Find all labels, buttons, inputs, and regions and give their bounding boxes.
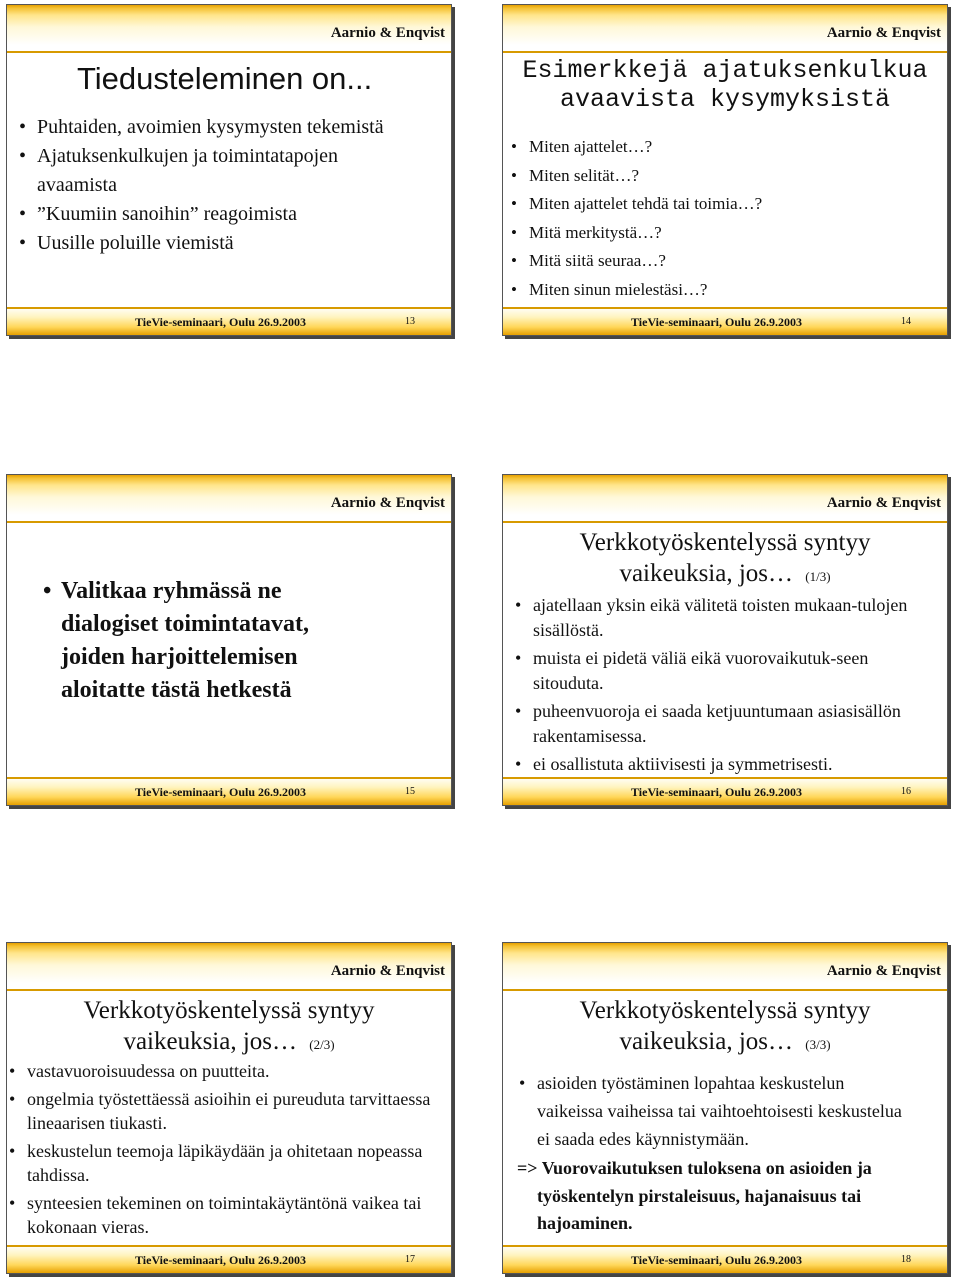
title-text: vaikeuksia, jos… — [619, 560, 794, 587]
title-line-1: Verkkotyöskentelyssä syntyy — [579, 997, 871, 1024]
list-item: • Miten sinun mielestäsi…? — [503, 276, 933, 305]
header-rule — [503, 989, 947, 991]
bullet-list — [507, 593, 927, 777]
title-line-2: avaavista kysymyksistä — [559, 84, 891, 114]
footer-rule — [7, 1245, 451, 1247]
slide-header — [7, 943, 451, 991]
list-item: • Miten ajattelet…? — [503, 133, 933, 162]
list-item: • Miten selität…? — [503, 162, 933, 191]
list-item: • muista ei pidetä väliä eikä vuorovaikutuk-seen sitouduta. — [507, 646, 933, 696]
list-item: • Valitkaa ryhmässä ne dialogiset toimintatavat, joiden harjoittelemisen aloitatte tästä hetkestä — [35, 575, 355, 707]
slide-title — [503, 57, 947, 115]
author-label: Aarnio & Enqvist — [826, 25, 941, 41]
title-part: (2/3) — [309, 1037, 335, 1052]
list-item: • Mitä siitä seuraa…? — [503, 247, 933, 276]
list-item: • vastavuoroisuudessa on puutteita. — [1, 1059, 441, 1083]
conclusion — [517, 1155, 947, 1238]
footer-seminar: TieVie-seminaari, Oulu 26.9.2003 — [135, 315, 306, 329]
slide-title — [503, 995, 947, 1060]
header-rule — [503, 521, 947, 523]
author-label: Aarnio & Enqvist — [826, 495, 941, 511]
author-label: Aarnio & Enqvist — [330, 963, 445, 979]
slide-15 — [6, 474, 452, 806]
slide-footer — [503, 1245, 947, 1273]
bullet-list — [503, 133, 933, 304]
slide-content — [503, 525, 947, 775]
conclusion-prefix: => — [517, 1158, 538, 1178]
title-part: (1/3) — [805, 569, 831, 584]
slide-17 — [6, 942, 452, 1274]
title-line-1: Esimerkkejä ajatuksenkulkua — [522, 56, 928, 85]
footer-rule — [503, 777, 947, 779]
title-line-1: Verkkotyöskentelyssä syntyy — [83, 997, 375, 1024]
slide-footer — [503, 307, 947, 335]
footer-seminar: TieVie-seminaari, Oulu 26.9.2003 — [135, 1253, 306, 1267]
slide-header — [503, 5, 947, 53]
footer-rule — [503, 307, 947, 309]
list-item: • Miten ajattelet tehdä tai toimia…? — [503, 190, 933, 219]
footer-rule — [7, 777, 451, 779]
title-text: vaikeuksia, jos… — [123, 1028, 298, 1055]
list-item: • puheenvuoroja ei saada ketjuuntumaan asiasisällön rakentamisessa. — [507, 699, 923, 749]
slide-header — [7, 475, 451, 523]
footer-rule — [503, 1245, 947, 1247]
slide-title: Tiedusteleminen on... — [77, 61, 373, 96]
slide-footer — [7, 777, 451, 805]
conclusion-text: Vuorovaikutuksen tuloksena on asioiden ja työskentelyn pirstaleisuus, hajanaisuus tai hajoaminen. — [537, 1158, 872, 1233]
author-label: Aarnio & Enqvist — [330, 495, 445, 511]
header-rule — [7, 521, 451, 523]
list-item: • Uusille poluille viemistä — [11, 229, 441, 258]
slide-14 — [502, 4, 948, 336]
slide-13 — [6, 4, 452, 336]
header-rule — [503, 51, 947, 53]
slide-content — [7, 993, 451, 1243]
footer-rule — [7, 307, 451, 309]
title-line-1: Verkkotyöskentelyssä syntyy — [579, 529, 871, 556]
slide-header — [503, 943, 947, 991]
header-rule — [7, 51, 451, 53]
slide-number: 17 — [405, 1254, 415, 1265]
title-line-2 — [503, 558, 947, 592]
title-line-2 — [503, 1026, 947, 1060]
author-label: Aarnio & Enqvist — [826, 963, 941, 979]
list-item: • ”Kuumiin sanoihin” reagoimista — [11, 200, 441, 229]
footer-seminar: TieVie-seminaari, Oulu 26.9.2003 — [135, 785, 306, 799]
slide-content — [7, 55, 451, 305]
title-text: vaikeuksia, jos… — [619, 1028, 794, 1055]
slide-number: 14 — [901, 316, 911, 327]
slide-header — [503, 475, 947, 523]
author-label: Aarnio & Enqvist — [330, 25, 445, 41]
list-item: • asioiden työstäminen lopahtaa keskustelun vaikeissa vaiheissa tai vaihtoehtoisesti keskustelua ei saada edes käynnistymään. — [511, 1069, 911, 1153]
slide-title — [7, 995, 451, 1060]
slide-18 — [502, 942, 948, 1274]
slide-number: 15 — [405, 786, 415, 797]
list-item: • keskustelun teemoja läpikäydään ja ohitetaan nopeassa tahdissa. — [1, 1139, 447, 1187]
slide-content — [503, 993, 947, 1243]
slide-number: 16 — [901, 786, 911, 797]
slide-footer — [503, 777, 947, 805]
slide-footer — [7, 307, 451, 335]
slide-header — [7, 5, 451, 53]
list-item: • ajatellaan yksin eikä välitetä toisten mukaan-tulojen sisällöstä. — [507, 593, 927, 643]
footer-seminar: TieVie-seminaari, Oulu 26.9.2003 — [631, 1253, 802, 1267]
footer-seminar: TieVie-seminaari, Oulu 26.9.2003 — [631, 315, 802, 329]
bullet-list — [511, 1069, 911, 1153]
title-part: (3/3) — [805, 1037, 831, 1052]
header-rule — [7, 989, 451, 991]
list-item: • ei osallistuta aktiivisesti ja symmetrisesti. — [507, 752, 927, 777]
bullet-list — [11, 113, 441, 258]
slide-number: 13 — [405, 316, 415, 327]
list-item: • Mitä merkitystä…? — [503, 219, 933, 248]
bullet-list — [35, 575, 355, 707]
slide-number: 18 — [901, 1254, 911, 1265]
list-item: • synteesien tekeminen on toimintakäytäntönä vaikea tai kokonaan vieras. — [1, 1191, 447, 1239]
bullet-list — [1, 1059, 441, 1239]
list-item: • Ajatuksenkulkujen ja toimintatapojen avaamista — [11, 142, 377, 200]
title-line-2 — [7, 1026, 451, 1060]
footer-seminar: TieVie-seminaari, Oulu 26.9.2003 — [631, 785, 802, 799]
slide-16 — [502, 474, 948, 806]
slide-content — [503, 55, 947, 305]
list-item: • Puhtaiden, avoimien kysymysten tekemistä — [11, 113, 441, 142]
slide-title — [503, 527, 947, 592]
slide-footer — [7, 1245, 451, 1273]
list-item: • ongelmia työstettäessä asioihin ei pureuduta tarvittaessa lineaarisen tiukasti. — [1, 1087, 437, 1135]
slide-content — [7, 525, 451, 775]
